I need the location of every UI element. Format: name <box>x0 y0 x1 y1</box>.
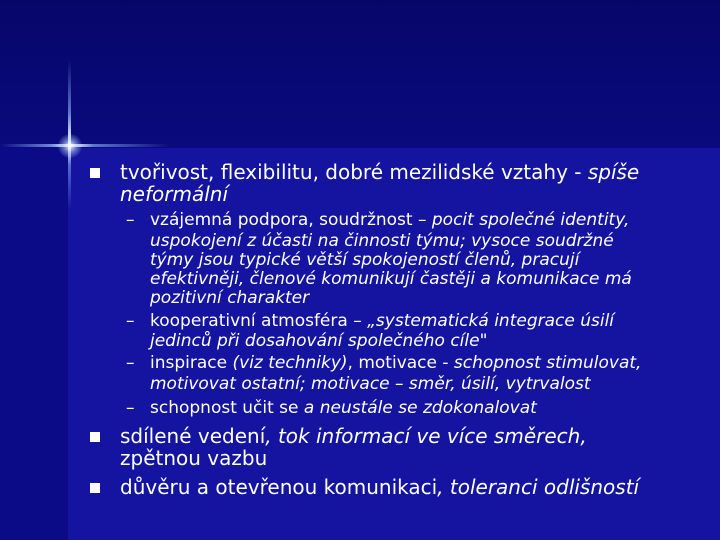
bullet-1-text-italic: spíše <box>587 160 640 184</box>
bullet-3-line-1 <box>120 475 639 499</box>
sub-4-line-1 <box>150 398 537 418</box>
sub-3-line-2: motivovat ostatní; motivace – směr, úsilí, vytrvalost <box>150 374 591 394</box>
sub-2-text: kooperativní atmosféra – <box>150 311 368 331</box>
sub-1-text-italic: pocit společné identity, <box>431 210 630 230</box>
sub-bullet-dash: – <box>126 398 135 418</box>
sub-1-line-2: uspokojení z účasti na činnosti týmu; vysoce soudržné <box>150 231 614 251</box>
sub-3-text-italic: (viz techniky) <box>232 353 348 373</box>
bullet-square-icon <box>90 483 100 493</box>
bullet-square-icon <box>90 432 100 442</box>
sub-4-text: schopnost učit se <box>150 398 304 418</box>
sub-1-line-5: pozitivní charakter <box>150 288 310 308</box>
sub-3-text-italic-2: schopnost stimulovat, <box>453 353 642 373</box>
sub-2-line-2: jedinců při dosahování společného cíle" <box>150 331 488 351</box>
sub-bullet-dash: – <box>126 210 135 230</box>
sub-1-line-3: týmy jsou typické větší spokojeností členů, pracují <box>150 250 580 270</box>
sub-3-text: inspirace <box>150 353 233 373</box>
bullet-1-text: tvořivost, flexibilitu, dobré mezilidské vztahy - <box>120 160 588 184</box>
sub-1-line-1 <box>150 210 629 230</box>
sub-3-text-2: , motivace - <box>347 353 454 373</box>
sub-bullet-dash: – <box>126 353 135 373</box>
sub-3-line-1 <box>150 353 641 373</box>
bullet-2-text: sdílené vedení <box>120 424 266 448</box>
bullet-2-line-2: zpětnou vazbu <box>120 446 268 470</box>
bullet-1-line-2: neformální <box>120 182 229 206</box>
bullet-2-line-1 <box>120 424 587 448</box>
bullet-1-line-1 <box>120 160 639 184</box>
sub-2-line-1 <box>150 311 614 331</box>
bullet-3-text-italic: , toleranci odlišností <box>437 475 640 499</box>
bullet-2-text-italic: , tok informací ve více směrech, <box>265 424 587 448</box>
sub-1-text: vzájemná podpora, soudržnost – <box>150 210 432 230</box>
sub-1-line-4: efektivněji, členové komunikují častěji a komunikace má <box>150 269 632 289</box>
sub-2-text-italic: „systematická integrace úsilí <box>367 311 615 331</box>
sub-bullet-dash: – <box>126 311 135 331</box>
sub-4-text-italic: a neustále se zdokonalovat <box>303 398 537 418</box>
bullet-square-icon <box>90 168 100 178</box>
bullet-3-text: důvěru a otevřenou komunikaci <box>120 475 438 499</box>
